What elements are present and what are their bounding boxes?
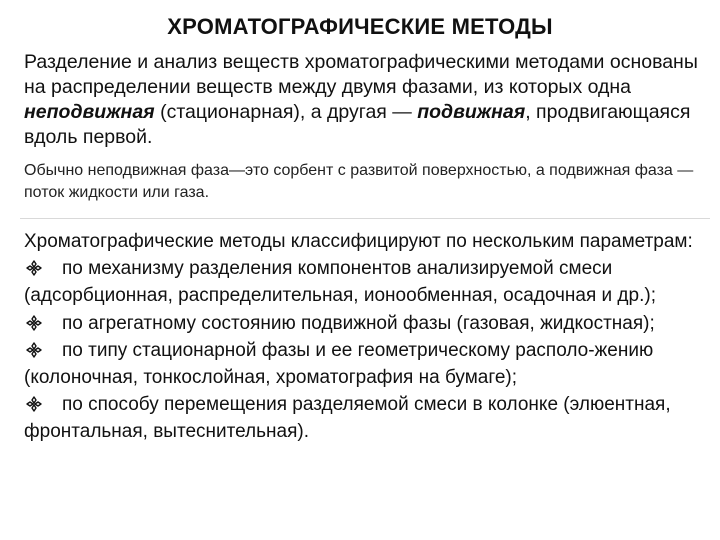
classification-block	[24, 228, 714, 446]
four-petal-diamond-icon	[26, 257, 42, 273]
four-petal-diamond-icon	[26, 312, 42, 328]
intro-text-part1: Разделение и анализ веществ хроматографическими методами основаны на распределении веществ между двумя фазами, из которых одна	[24, 51, 698, 98]
bullet-text: по способу перемещения разделяемой смеси в колонке (элюентная, фронтальная, вытеснительная).	[24, 394, 671, 443]
classification-lead: Хроматографические методы классифицируют по нескольким параметрам:	[24, 231, 693, 252]
classification-bullet	[24, 337, 714, 391]
four-petal-diamond-icon	[26, 393, 42, 409]
bullet-text: по механизму разделения компонентов анализируемой смеси (адсорбционная, распределительная, ионообменная, осадочная и др.);	[24, 258, 656, 307]
note-paragraph: Обычно неподвижная фаза—это сорбент с развитой поверхностью, а подвижная фаза — поток жидкости или газа.	[24, 162, 694, 201]
intro-text-part2: (стационарная), а другая —	[154, 101, 418, 123]
stationary-phase-term: неподвижная	[24, 101, 155, 123]
intro-paragraph	[24, 50, 714, 150]
intro-text-part3: , продвигающаяся вдоль первой.	[24, 101, 691, 148]
divider	[20, 218, 710, 219]
bullet-text: по агрегатному состоянию подвижной фазы (газовая, жидкостная);	[62, 312, 655, 334]
mobile-phase-term: подвижная	[417, 101, 526, 123]
bullet-text: по типу стационарной фазы и ее геометрическому располо-жению (колоночная, тонкослойная, хроматография на бумаге);	[24, 339, 654, 389]
classification-bullet	[24, 310, 714, 337]
classification-bullet	[24, 255, 714, 309]
four-petal-diamond-icon	[26, 339, 42, 355]
classification-bullet	[24, 391, 714, 445]
slide-title: ХРОМАТОГРАФИЧЕСКИЕ МЕТОДЫ	[167, 14, 553, 39]
